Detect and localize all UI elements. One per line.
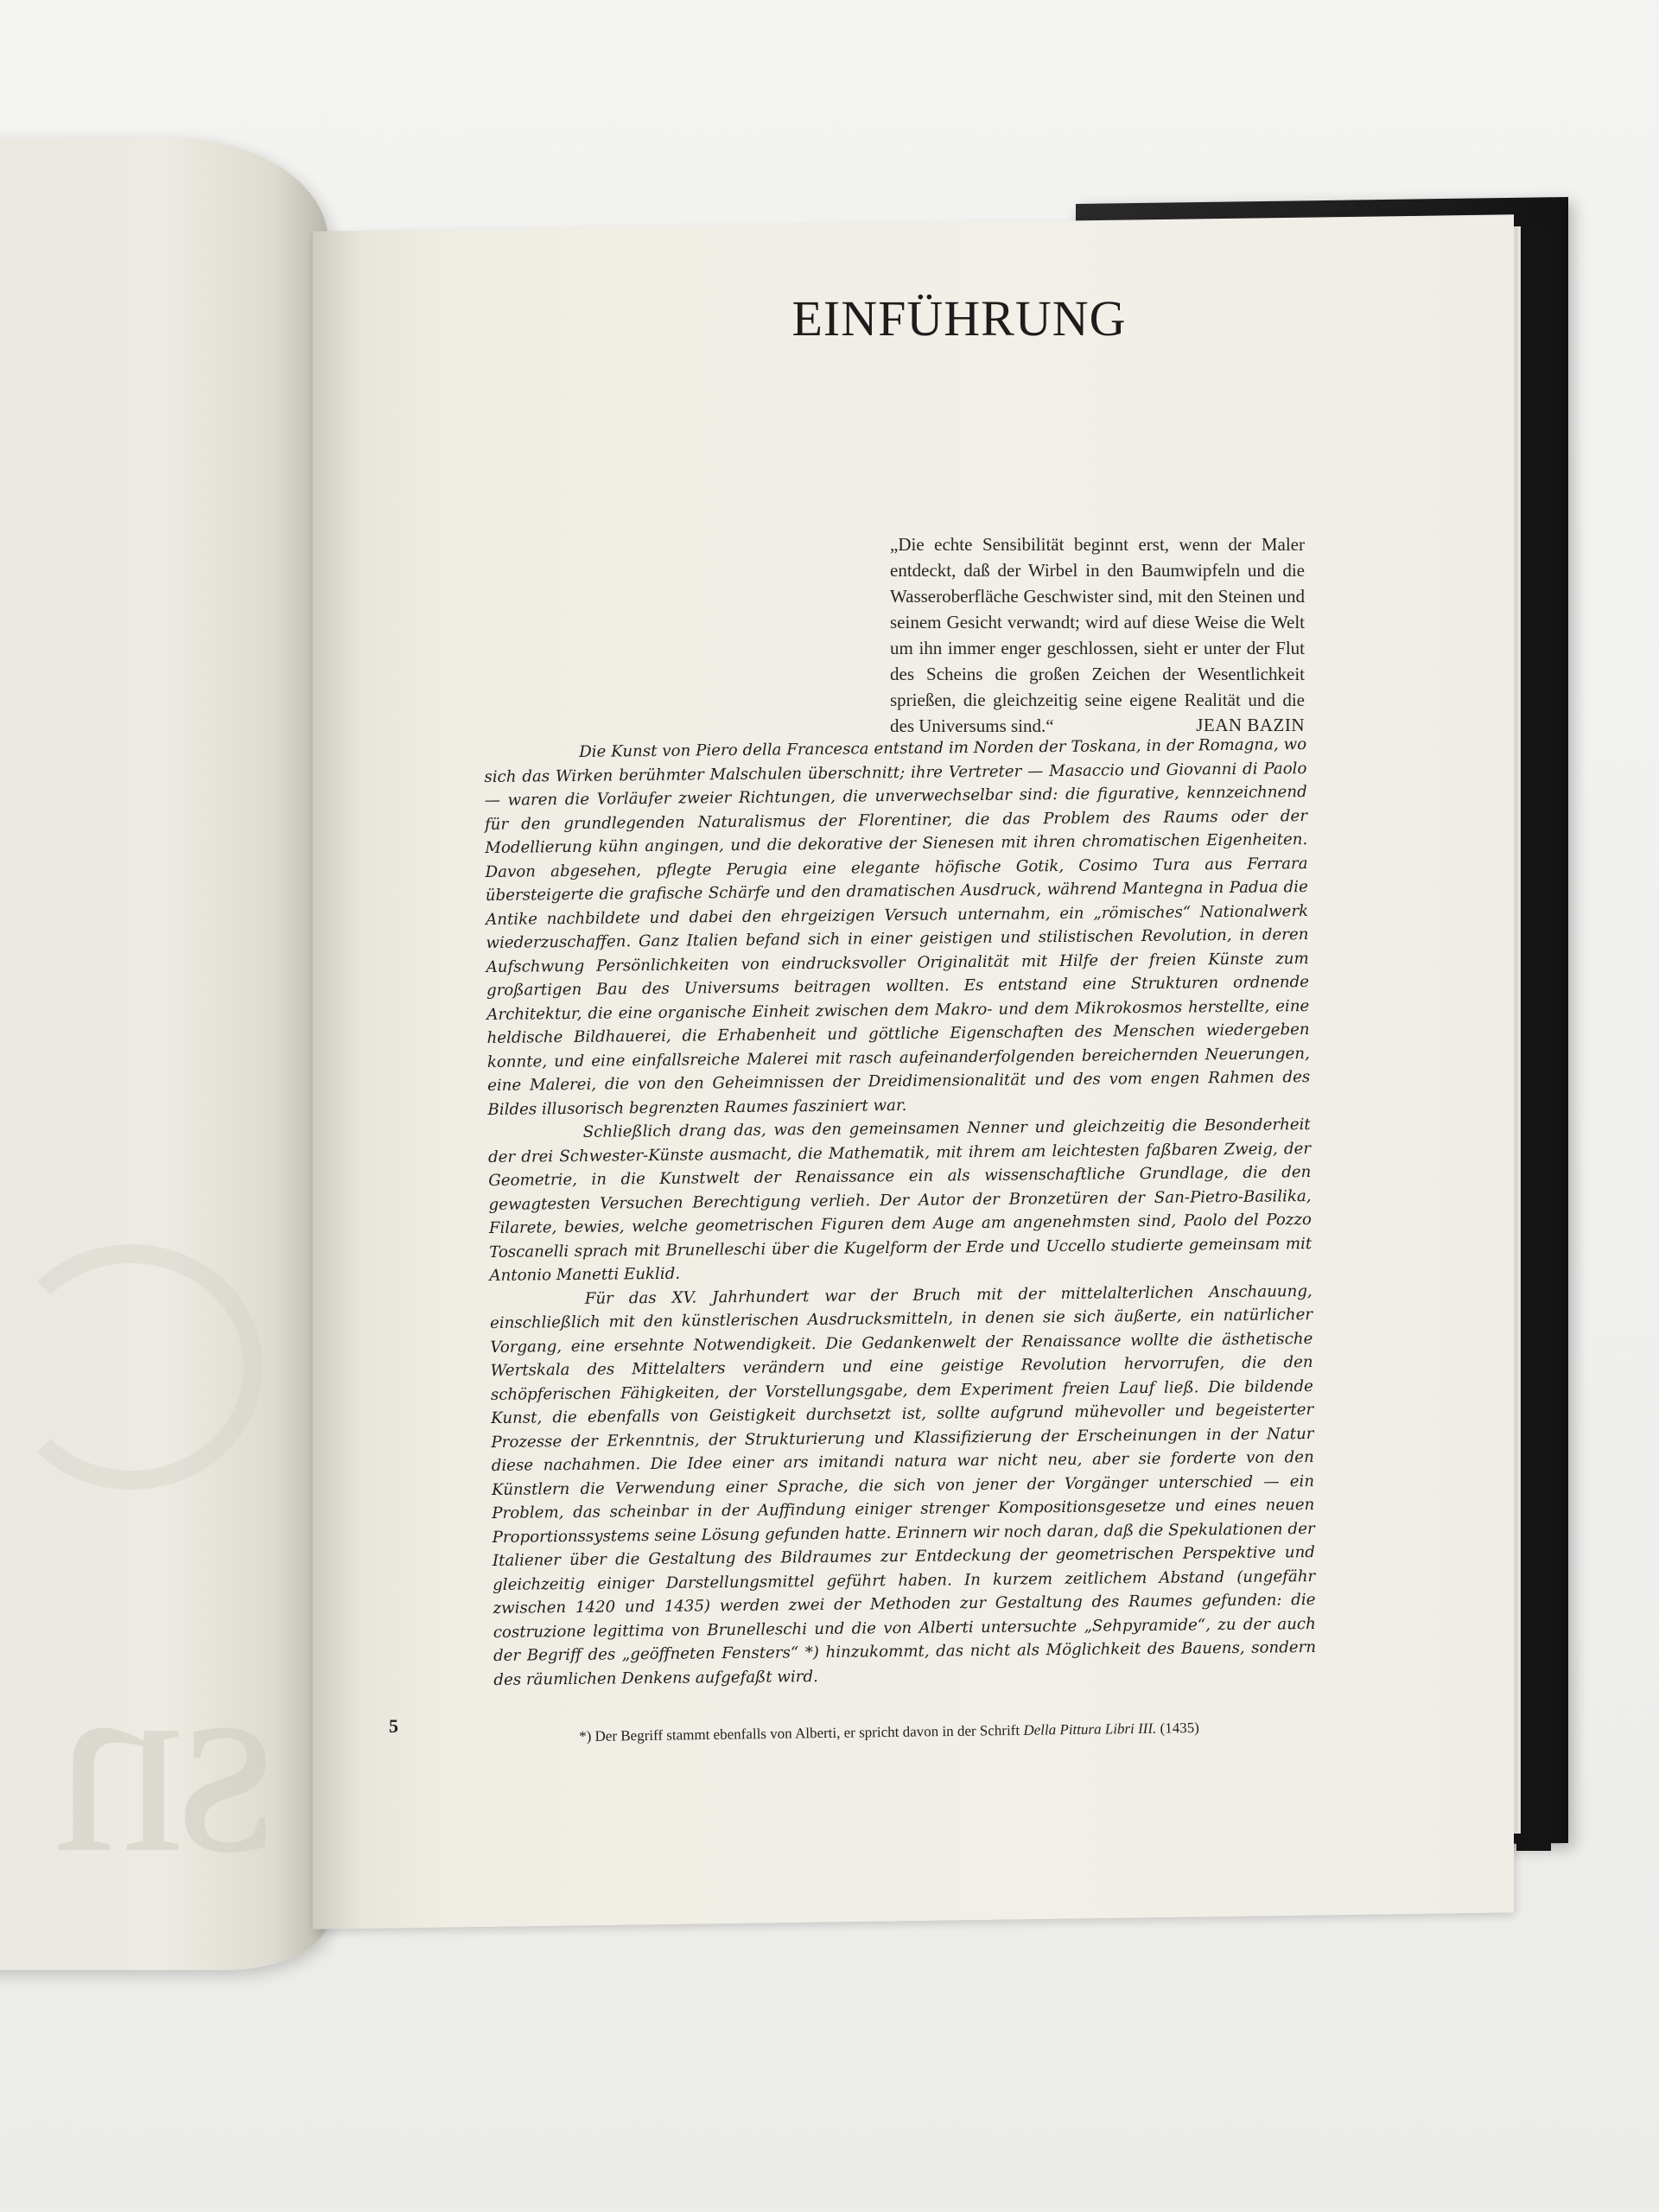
body-text [484, 733, 1316, 1692]
paragraph-1: Die Kunst von Piero della Francesca entstand im Norden der Toskana, in der Romagna, wo sich das Wirken berühmter Malschulen überschnitt; ihre Vertreter — Masaccio und Giovanni di Paolo — waren die Vorläufer zweier Richtungen, die unverwechselbar sind: die figurative, kennzeichnend für den grundlegenden Naturalismus der Florentiner, die das Problem des Raums oder der Modellierung kühn angingen, und die dekorative der Sienesen mit ihren chromatischen Eigenheiten. Davon abgesehen, pflegte Perugia eine elegante höfische Gotik, Cosimo Tura aus Ferrara übersteigerte die grafische Schärfe und den dramatischen Ausdruck, während Mantegna in Padua die Antike nachbildete und dabei den ehrgeizigen Versuch unternahm, ein „römisches“ Nationalwerk wiederzuschaffen. Ganz Italien befand sich in einer geistigen und stilistischen Revolution, in deren Aufschwung Persönlichkeiten von eindrucksvoller Originalität mit Hilfe der freien Künste zum großartigen Bau des Universums beitragen wollten. Es entstand eine Strukturen ordnende Architektur, die eine organische Einheit zwischen dem Makro- und dem Mikrokosmos herstellte, eine heldische Bildhauerei, die Erhabenheit und göttliche Eigenschaften des Menschen wiedergeben konnte, und eine einfallsreiche Malerei mit rasch aufeinanderfolgenden bereichernden Neuerungen, eine Malerei, die von den Geheimnissen der Dreidimensionalität und des vom engen Rahmen des Bildes illusorisch begrenzten Raumes fasziniert war. [484, 735, 1311, 1119]
page-title: EINFÜHRUNG [791, 290, 1127, 346]
show-through-letters: sn [63, 1619, 276, 1906]
paragraph-3: Für das XV. Jahrhundert war der Bruch mit der mittelalterlichen Anschauung, einschließlich mit den künstlerischen Ausdrucksmitteln, in denen sie sich äußerte, ein natürlicher Vorgang, eine ersehnte Notwendigkeit. Die Gedankenwelt der Renaissance wollte die ästhetische Wertskala des Mittelalters verändern und eine geistige Revolution hervorrufen, die den schöpferischen Fähigkeiten, der Vorstellungsgabe, dem Experiment freien Lauf ließ. Die bildende Kunst, die ebenfalls von Geistigkeit durchsetzt ist, sollte aufgrund mühevoller und begeisterter Prozesse der Erkenntnis, der Strukturierung und Klassifizierung der Erscheinungen in der Natur diese nachahmen. Die Idee einer ars imitandi natura war nicht neu, aber sie forderte von den Künstlern die Verwendung einer Sprache, die sich von jener der Vorgänger unterschied — ein Problem, das scheinbar in der Auffindung einiger strenger Kompositionsgesetze und eines neuen Proportionssystems seine Lösung gefunden hatte. Erinnern wir noch daran, daß die Spekulationen der Italiener über die Gestaltung des Bildraumes zur Entdeckung der geometrischen Perspektive und gleichzeitig einiger Darstellungsmittel geführt haben. In kurzem zeitlichem Abstand (ungefähr zwischen 1420 und 1435) werden zwei der Methoden zur Gestaltung des Raumes gefunden: die costruzione legittima von Brunelleschi und die von Alberti untersuchte „Sehpyramide“, zu der auch der Begriff des „geöffneten Fensters“ *) hinzukommt, das nicht als Möglichkeit des Bauens, sondern des räumlichen Denkens aufgefaßt wird. [489, 1281, 1317, 1689]
epigraph-quote: „Die echte Sensibilität beginnt erst, wenn der Maler entdeckt, daß der Wirbel in den Baumwipfeln und die Wasseroberfläche Geschwister sind, mit den Steinen und seinem Gesicht verwandt; wird auf diese Weise die Welt um ihn immer enger geschlossen, sieht er unter der Flut des Scheins die großen Zeichen der Wesentlichkeit sprießen, die gleichzeitig seine eigene Realität und die des Universums sind.“ [890, 534, 1305, 736]
cover-spine-edge [1516, 226, 1551, 1851]
show-through-ink [0, 1244, 263, 1490]
epigraph-author: JEAN BAZIN [1196, 715, 1305, 735]
page-title-wrap [0, 289, 1659, 347]
footnote-year: (1435) [1160, 1719, 1200, 1737]
left-page [0, 138, 328, 1970]
footnote-work-title: Della Pittura Libri III. [1023, 1719, 1157, 1738]
footnote-text: *) Der Begriff stammt ebenfalls von Alberti, er spricht davon in der Schrift [579, 1721, 1020, 1745]
paragraph-2: Schließlich drang das, was den gemeinsamen Nenner und gleichzeitig die Besonderheit der drei Schwester-Künste ausmacht, die Mathematik, mit ihrem am leichtesten faßbaren Zweig, der Geometrie, in die Kunstwelt der Renaissance ein als wissenschaftliche Grundlage, die den gewagtesten Versuchen Berechtigung verlieh. Der Autor der Bronzetüren der San-Pietro-Basilika, Filarete, bewies, welche geometrischen Figuren dem Auge am angenehmsten sind, Paolo del Pozzo Toscanelli sprach mit Brunelleschi über die Kugelform der Erde und Uccello studierte gemeinsam mit Antonio Manetti Euklid. [487, 1116, 1313, 1285]
page-number: 5 [389, 1715, 398, 1737]
